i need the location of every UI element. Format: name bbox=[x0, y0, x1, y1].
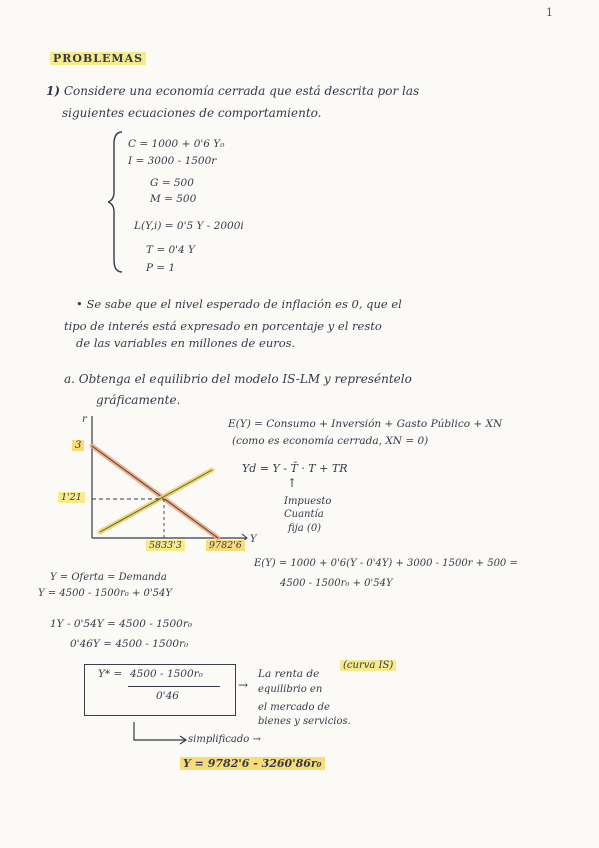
simplified-arrow-icon bbox=[130, 720, 190, 750]
assumption-line-2: tipo de interés está expresado en porcentaje y el resto bbox=[64, 319, 382, 333]
axis-y-label: Y bbox=[250, 534, 257, 545]
part-a-line-1: a. Obtenga el equilibrio del modelo IS-LM y represéntelo bbox=[64, 372, 412, 386]
step-1: Y = Oferta = Demanda bbox=[50, 572, 167, 583]
final-result-text: Y = 9782'6 - 3260'86r₀ bbox=[180, 757, 325, 770]
simplified-label: simplificado → bbox=[188, 734, 261, 745]
final-result bbox=[180, 757, 325, 770]
expansion-line-2: 4500 - 1500r₀ + 0'54Y bbox=[280, 578, 393, 589]
fraction-numerator: 4500 - 1500r₀ bbox=[130, 668, 203, 680]
demand-equation: E(Y) = Consumo + Inversión + Gasto Público + XN bbox=[228, 418, 503, 430]
expansion-line-1: E(Y) = 1000 + 0'6(Y - 0'4Y) + 3000 - 1500r + 500 = bbox=[254, 558, 518, 569]
label-5833-text: 5833'3 bbox=[146, 540, 185, 551]
equation-brace bbox=[108, 130, 128, 275]
result-arrow: → bbox=[238, 678, 249, 692]
fraction-lhs: Y* = bbox=[98, 668, 123, 680]
chart-label-3 bbox=[72, 440, 84, 451]
assumption-line-3: de las variables en millones de euros. bbox=[76, 336, 296, 350]
equation-money-demand: L(Y,i) = 0'5 Y - 2000i bbox=[134, 220, 244, 232]
step-2: Y = 4500 - 1500r₀ + 0'54Y bbox=[38, 588, 172, 599]
equation-investment: I = 3000 - 1500r bbox=[128, 155, 217, 167]
result-note-4: bienes y servicios. bbox=[258, 716, 351, 727]
result-note-2: equilibrio en bbox=[258, 684, 323, 695]
step-4: 0'46Y = 4500 - 1500r₀ bbox=[70, 638, 189, 650]
chart-label-y-equilibrium bbox=[146, 540, 185, 551]
equation-tax: T = 0'4 Y bbox=[146, 244, 195, 256]
tax-arrow: ↑ bbox=[287, 476, 298, 490]
tax-note-1: Impuesto bbox=[284, 496, 332, 507]
equation-price: P = 1 bbox=[146, 262, 176, 274]
heading-text: PROBLEMAS bbox=[50, 52, 146, 65]
label-9782-text: 9782'6 bbox=[206, 540, 245, 551]
page-number: 1 bbox=[546, 6, 553, 19]
equation-government: G = 500 bbox=[150, 177, 194, 189]
result-note-1: La renta de bbox=[258, 668, 320, 680]
tax-note-3: fija (0) bbox=[288, 523, 322, 534]
assumption-line-1: • Se sabe que el nivel esperado de inflación es 0, que el bbox=[76, 297, 402, 311]
part-a-line-2: gráficamente. bbox=[96, 393, 181, 407]
chart-label-r-equilibrium bbox=[58, 492, 85, 503]
problem-number: 1) bbox=[46, 84, 61, 98]
page-heading bbox=[50, 52, 146, 65]
axis-r-label: r bbox=[82, 414, 87, 425]
chart-label-y-intercept bbox=[206, 540, 245, 551]
fraction-denominator: 0'46 bbox=[156, 690, 179, 702]
is-lm-sketch bbox=[60, 408, 280, 558]
label-121-text: 1'21 bbox=[58, 492, 85, 503]
disposable-income-equation: Yd = Y - T̄ · T + TR bbox=[242, 462, 348, 475]
equation-money: M = 500 bbox=[150, 193, 197, 205]
intro-text-1: Considere una economía cerrada que está descrita por las bbox=[63, 84, 420, 98]
closed-economy-note: (como es economía cerrada, XN = 0) bbox=[232, 435, 429, 447]
result-note-3: el mercado de bbox=[258, 702, 330, 713]
tax-note-2: Cuantía bbox=[284, 509, 324, 520]
fraction-bar bbox=[128, 686, 220, 687]
intro-line-1 bbox=[46, 84, 419, 98]
step-3: 1Y - 0'54Y = 4500 - 1500r₀ bbox=[50, 618, 193, 630]
curve-tag bbox=[340, 660, 396, 671]
label-3-text: 3 bbox=[72, 440, 84, 451]
curve-tag-text: (curva IS) bbox=[340, 660, 396, 671]
equation-consumption: C = 1000 + 0'6 Y₀ bbox=[128, 138, 225, 150]
intro-line-2: siguientes ecuaciones de comportamiento. bbox=[62, 106, 322, 120]
